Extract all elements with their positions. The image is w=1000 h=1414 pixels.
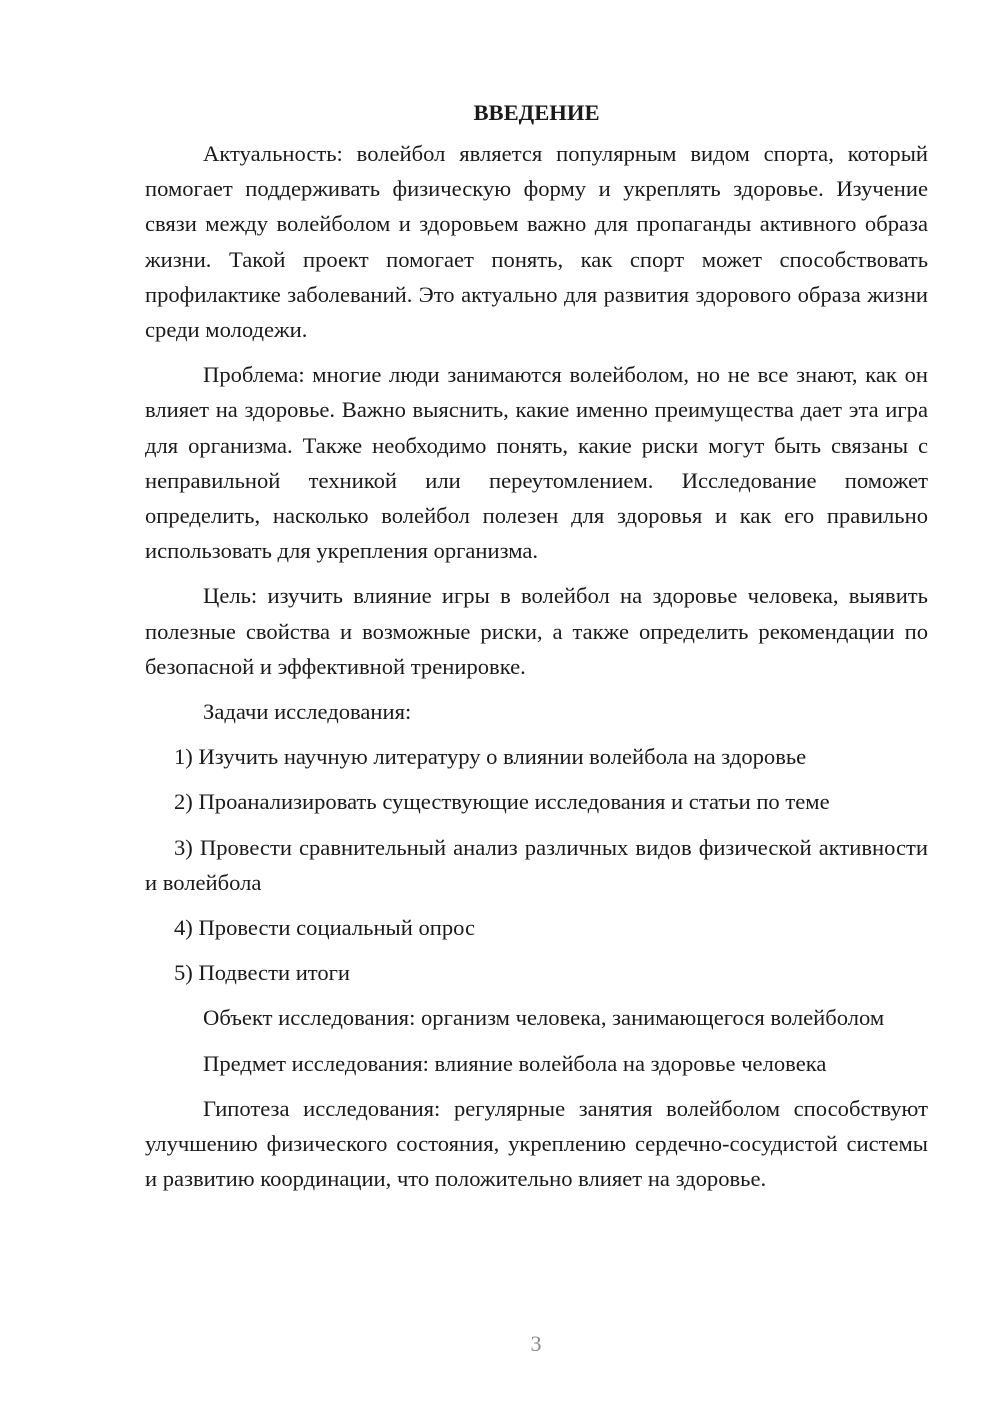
- task-item-1: 1) Изучить научную литературу о влиянии волейбола на здоровье: [174, 744, 807, 770]
- paragraph-problem: Проблема: многие люди занимаются волейболом, но не все знают, как он влияет на здоровье. Важно выяснить, какие именно преимущества дает эта игра для организма. Также необходимо понять, какие риски могут быть связаны с неправильной техникой или переутомлением. Исследование поможет определить, насколько волейбол полезен для здоровья и как его правильно использовать для укрепления организма.: [145, 362, 928, 564]
- document-page: [145, 95, 928, 1206]
- task-item-5: 5) Подвести итоги: [174, 960, 351, 986]
- task-item-2: 2) Проанализировать существующие исследования и статьи по теме: [174, 789, 830, 815]
- paragraph-hypothesis: Гипотеза исследования: регулярные занятия волейболом способствуют улучшению физического состояния, укреплению сердечно-сосудистой системы и развитию координации, что положительно влияет на здоровье.: [145, 1095, 928, 1192]
- task-item-4: 4) Провести социальный опрос: [174, 915, 476, 941]
- paragraph-subject: Предмет исследования: влияние волейбола на здоровье человека: [203, 1050, 827, 1076]
- page-title: ВВЕДЕНИЕ: [473, 100, 600, 125]
- tasks-heading: Задачи исследования:: [203, 699, 412, 725]
- paragraph-goal: Цель: изучить влияние игры в волейбол на здоровье человека, выявить полезные свойства и возможные риски, а также определить рекомендации по безопасной и эффективной тренировке.: [145, 583, 928, 679]
- paragraph-relevance: Актуальность: волейбол является популярным видом спорта, который помогает поддерживать физическую форму и укреплять здоровье. Изучение связи между волейболом и здоровьем важно для пропаганды активного образа жизни. Такой проект помогает понять, как спорт может способствовать профилактике заболеваний. Это актуально для развития здорового образа жизни среди молодежи.: [145, 141, 928, 343]
- task-item-3: 3) Провести сравнительный анализ различных видов физической активности и волейбола: [145, 834, 928, 895]
- page-number: 3: [530, 1331, 542, 1356]
- paragraph-object: Объект исследования: организм человека, занимающегося волейболом: [203, 1005, 885, 1031]
